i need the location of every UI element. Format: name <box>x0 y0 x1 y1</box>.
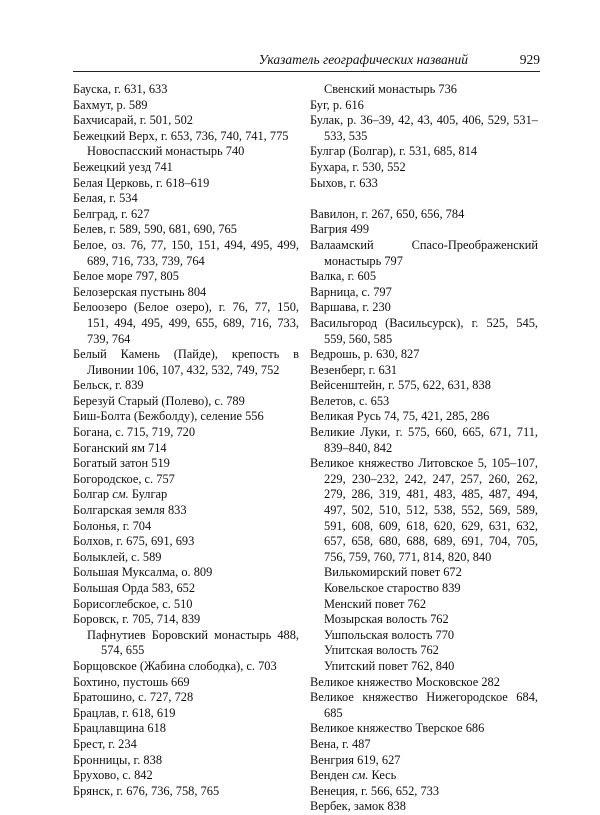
index-entry: Белоозеро (Белое озеро), г. 76, 77, 150, 151, 494, 495, 499, 655, 689, 716, 733, 739, 764 <box>73 300 299 346</box>
index-subentry: Менский повет 762 <box>324 596 427 611</box>
index-entry: Бохтино, пустошь 669 <box>73 674 190 689</box>
index-entry: Борщовское (Жабина слободка), с. 703 <box>73 658 277 673</box>
index-entry: Великая Русь 74, 75, 421, 285, 286 <box>310 409 490 424</box>
index-entry: Великое княжество Тверское 686 <box>310 721 485 736</box>
index-entry: Богана, с. 715, 719, 720 <box>73 425 196 440</box>
index-entry: Вербек, замок 838 <box>310 799 406 814</box>
index-entry: Вавилон, г. 267, 650, 656, 784 <box>310 206 465 221</box>
index-subentry: Ушпольская волость 770 <box>324 627 455 642</box>
index-entry: Болонья, г. 704 <box>73 518 152 533</box>
index-entry: Бауска, г. 631, 633 <box>73 82 168 96</box>
index-entry: Брацлав, г. 618, 619 <box>73 705 176 720</box>
section-gap <box>310 191 538 207</box>
index-entry: Братошино, с. 727, 728 <box>73 690 194 705</box>
index-entry: Бежецкий уезд 741 <box>73 159 173 174</box>
index-subentry: Упитский повет 762, 840 <box>324 658 455 673</box>
index-entry: Варшава, г. 230 <box>310 300 391 315</box>
index-entry: Венден см. Кесь <box>310 768 397 783</box>
index-entry: Болгар см. Булгар <box>73 487 168 502</box>
index-entry: Брест, г. 234 <box>73 736 137 751</box>
index-entry: Булгар (Болгар), г. 531, 685, 814 <box>310 144 478 159</box>
index-entry: Белозерская пустынь 804 <box>73 284 207 299</box>
index-subentry: Ковельское староство 839 <box>324 581 461 595</box>
index-subentry: Упитская волость 762 <box>324 643 439 658</box>
index-subentry: Мозырская волость 762 <box>324 612 449 627</box>
index-entry: Богородское, с. 757 <box>73 471 175 486</box>
index-entry: Белое море 797, 805 <box>73 269 179 284</box>
index-entry: Великие Луки, г. 575, 660, 665, 671, 711, 839–840, 842 <box>310 425 538 455</box>
running-title: Указатель географических названий <box>258 52 468 67</box>
index-entry: Булак, р. 36–39, 42, 43, 405, 406, 529, 531–533, 535 <box>310 113 538 143</box>
index-subentry: Пафнутиев Боровский монастырь 488, 574, 655 <box>87 627 299 658</box>
index-entry: Белев, г. 589, 590, 681, 690, 765 <box>73 222 237 237</box>
index-entry: Великое княжество Нижегородское 684, 685 <box>310 690 538 720</box>
left-column <box>73 82 299 799</box>
right-column <box>310 82 538 815</box>
index-entry: Боганский ям 714 <box>73 440 167 455</box>
index-entry: Болыклей, с. 589 <box>73 549 162 564</box>
index-entry: Бахчисарай, г. 501, 502 <box>73 113 193 128</box>
page-header <box>73 52 540 72</box>
index-entry: Брацлавщина 618 <box>73 721 166 736</box>
index-entry: Большая Орда 583, 652 <box>73 581 196 595</box>
index-entry: Боровск, г. 705, 714, 839 <box>73 612 201 627</box>
index-entry: Биш-Болта (Бежболду), селение 556 <box>73 409 264 424</box>
index-entry: Бухара, г. 530, 552 <box>310 159 406 174</box>
index-entry: Венгрия 619, 627 <box>310 752 401 767</box>
index-subentry: Новоспасский монастырь 740 <box>87 144 245 159</box>
index-entry: Белая Церковь, г. 618–619 <box>73 175 210 190</box>
index-entry: Вейсенштейн, г. 575, 622, 631, 838 <box>310 378 491 393</box>
index-entry: Богатый затон 519 <box>73 456 170 471</box>
index-entry: Борисоглебское, с. 510 <box>73 596 193 611</box>
index-entry: Брухово, с. 842 <box>73 768 153 783</box>
index-entry: Болхов, г. 675, 691, 693 <box>73 534 195 549</box>
index-entry: Бронницы, г. 838 <box>73 752 163 767</box>
index-entry: Вагрия 499 <box>310 222 370 237</box>
index-entry: Везенберг, г. 631 <box>310 362 398 377</box>
index-entry: Ведрошь, р. 630, 827 <box>310 347 420 362</box>
index-entry: Бахмут, р. 589 <box>73 97 148 112</box>
index-entry: Белград, г. 627 <box>73 206 150 221</box>
index-entry: Бежецкий Верх, г. 653, 736, 740, 741, 775 <box>73 128 289 143</box>
index-entry: Валка, г. 605 <box>310 269 377 284</box>
index-entry: Варница, с. 797 <box>310 284 392 299</box>
header-rule <box>73 71 540 72</box>
index-entry: Велетов, с. 653 <box>310 393 390 408</box>
index-entry: Вена, г. 487 <box>310 736 371 751</box>
index-entry: Васильгород (Васильсурск), г. 525, 545, 559, 560, 585 <box>310 315 538 346</box>
index-entry: Валаамский Спасо-Преображенский монастырь 797 <box>310 237 538 268</box>
index-entry: Венеция, г. 566, 652, 733 <box>310 783 440 798</box>
index-entry: Брянск, г. 676, 736, 758, 765 <box>73 783 220 798</box>
index-entry: Буг, р. 616 <box>310 97 364 112</box>
index-entry: Березуй Старый (Полево), с. 789 <box>73 393 245 408</box>
index-subentry: Вилькомирский повет 672 <box>324 565 462 580</box>
index-entry: Белый Камень (Пайде), крепость в Ливонии 106, 107, 432, 532, 749, 752 <box>73 347 299 377</box>
index-entry: Великое княжество Литовское 5, 105–107, 229, 230–232, 242, 247, 257, 260, 262, 279, 286, 319, 481, 483, 485, 487, 494, 497, 502, 510, 512, 538, 552, 569, 589, 591, 608, 609, 618, 620, 629, 631, 632, 657, 658, 680, 688, 689, 691, 704, 705, 756, 759, 760, 771, 814, 820, 840 <box>310 456 538 564</box>
index-entry: Свенский монастырь 736 <box>324 82 457 96</box>
page-number: 929 <box>519 52 540 67</box>
index-entry: Белое, оз. 76, 77, 150, 151, 494, 495, 499, 689, 716, 733, 739, 764 <box>73 237 299 268</box>
index-entry: Бельск, г. 839 <box>73 378 144 393</box>
index-entry: Белая, г. 534 <box>73 191 138 206</box>
index-entry: Большая Муксалма, о. 809 <box>73 565 213 580</box>
index-entry: Быхов, г. 633 <box>310 175 378 190</box>
index-entry: Великое княжество Московское 282 <box>310 674 500 689</box>
index-entry: Болгарская земля 833 <box>73 503 187 518</box>
